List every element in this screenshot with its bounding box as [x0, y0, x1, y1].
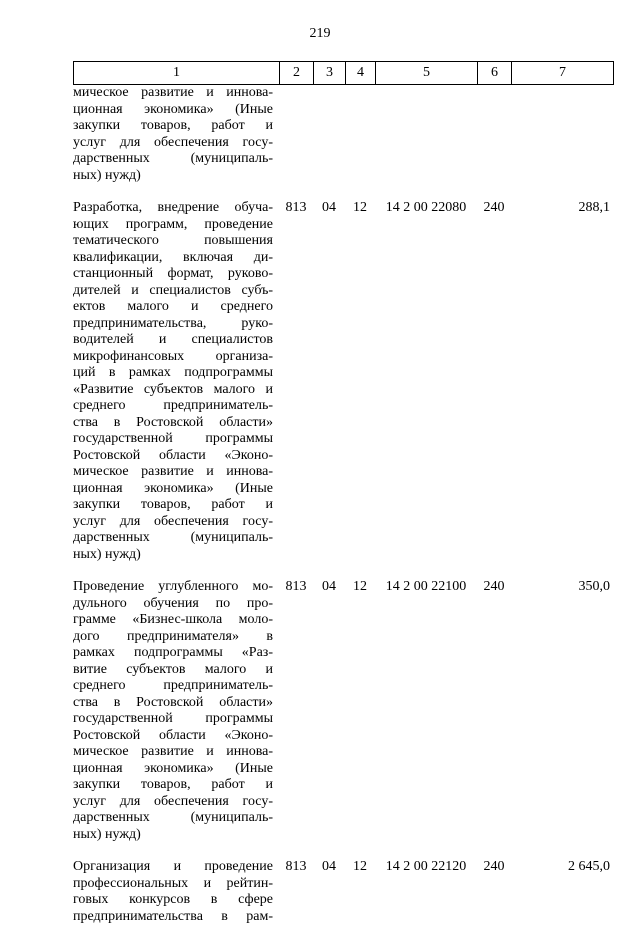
description-line: ства в Ростовской области» — [73, 695, 273, 712]
expense-type-code: 240 — [477, 200, 511, 217]
description-line: станционный формат, руково- — [73, 266, 273, 283]
description-line: ных) нужд) — [73, 827, 273, 844]
description-line: услуг для обеспечения госу- — [73, 514, 273, 531]
row-description — [73, 200, 273, 563]
budget-rows — [73, 85, 613, 925]
target-article-code: 14 2 00 22080 — [375, 200, 477, 217]
row-description — [73, 579, 273, 843]
description-line: государственной программы — [73, 431, 273, 448]
ministry-code: 813 — [279, 200, 313, 217]
description-line: дарственных (муниципаль- — [73, 810, 273, 827]
description-line: среднего предприниматель- — [73, 678, 273, 695]
column-number-6: 6 — [478, 62, 512, 85]
section-code: 04 — [313, 200, 345, 217]
description-line: рамках подпрограммы «Раз- — [73, 645, 273, 662]
subsection-code: 12 — [345, 859, 375, 876]
target-article-code: 14 2 00 22100 — [375, 579, 477, 596]
description-line: грамме «Бизнес-школа моло- — [73, 612, 273, 629]
description-line: ций в рамках подпрограммы — [73, 365, 273, 382]
description-line: тематического повышения — [73, 233, 273, 250]
description-line: Ростовской области «Эконо- — [73, 728, 273, 745]
description-line: ющих программ, проведение — [73, 217, 273, 234]
description-line: государственной программы — [73, 711, 273, 728]
description-line: мическое развитие и иннова- — [73, 464, 273, 481]
description-line: Ростовской области «Эконо- — [73, 448, 273, 465]
description-line: ектов малого и среднего — [73, 299, 273, 316]
row-description — [73, 85, 273, 184]
description-line: квалификации, включая ди- — [73, 250, 273, 267]
page-number: 219 — [0, 26, 640, 42]
description-line: предпринимательства, руко- — [73, 316, 273, 333]
target-article-code: 14 2 00 22120 — [375, 859, 477, 876]
description-line: услуг для обеспечения госу- — [73, 135, 273, 152]
amount: 350,0 — [511, 579, 610, 596]
description-line: Разработка, внедрение обуча- — [73, 200, 273, 217]
description-line: закупки товаров, работ и — [73, 118, 273, 135]
description-line: дого предпринимателя» в — [73, 629, 273, 646]
column-number-5: 5 — [376, 62, 478, 85]
description-line: микрофинансовых организа- — [73, 349, 273, 366]
subsection-code: 12 — [345, 579, 375, 596]
description-line: дителей и специалистов субъ- — [73, 283, 273, 300]
description-line: дарственных (муниципаль- — [73, 530, 273, 547]
description-line: говых конкурсов в сфере — [73, 892, 273, 909]
amount: 288,1 — [511, 200, 610, 217]
ministry-code: 813 — [279, 859, 313, 876]
column-header-table — [73, 61, 614, 85]
description-line: мическое развитие и иннова- — [73, 85, 273, 102]
column-number-3: 3 — [314, 62, 346, 85]
description-line: ных) нужд) — [73, 547, 273, 564]
table-row — [73, 579, 613, 843]
expense-type-code: 240 — [477, 859, 511, 876]
description-line: ционная экономика» (Иные — [73, 481, 273, 498]
description-line: дульного обучения по про- — [73, 596, 273, 613]
table-row — [73, 200, 613, 563]
description-line: ства в Ростовской области» — [73, 415, 273, 432]
description-line: мическое развитие и иннова- — [73, 744, 273, 761]
row-description — [73, 859, 273, 925]
column-number-4: 4 — [346, 62, 376, 85]
description-line: витие субъектов малого и — [73, 662, 273, 679]
section-code: 04 — [313, 859, 345, 876]
description-line: закупки товаров, работ и — [73, 777, 273, 794]
column-number-1: 1 — [74, 62, 280, 85]
description-line: закупки товаров, работ и — [73, 497, 273, 514]
description-line: ционная экономика» (Иные — [73, 102, 273, 119]
description-line: водителей и специалистов — [73, 332, 273, 349]
ministry-code: 813 — [279, 579, 313, 596]
amount: 2 645,0 — [511, 859, 610, 876]
description-line: ных) нужд) — [73, 168, 273, 185]
description-line: дарственных (муниципаль- — [73, 151, 273, 168]
description-line: ционная экономика» (Иные — [73, 761, 273, 778]
subsection-code: 12 — [345, 200, 375, 217]
description-line: услуг для обеспечения госу- — [73, 794, 273, 811]
description-line: среднего предприниматель- — [73, 398, 273, 415]
description-line: «Развитие субъектов малого и — [73, 382, 273, 399]
description-line: профессиональных и рейтин- — [73, 876, 273, 893]
column-header-row — [74, 62, 614, 85]
table-row — [73, 85, 613, 184]
description-line: Организация и проведение — [73, 859, 273, 876]
column-number-7: 7 — [512, 62, 614, 85]
description-line: предпринимательства в рам- — [73, 909, 273, 925]
expense-type-code: 240 — [477, 579, 511, 596]
column-number-2: 2 — [280, 62, 314, 85]
section-code: 04 — [313, 579, 345, 596]
table-row — [73, 859, 613, 925]
description-line: Проведение углубленного мо- — [73, 579, 273, 596]
